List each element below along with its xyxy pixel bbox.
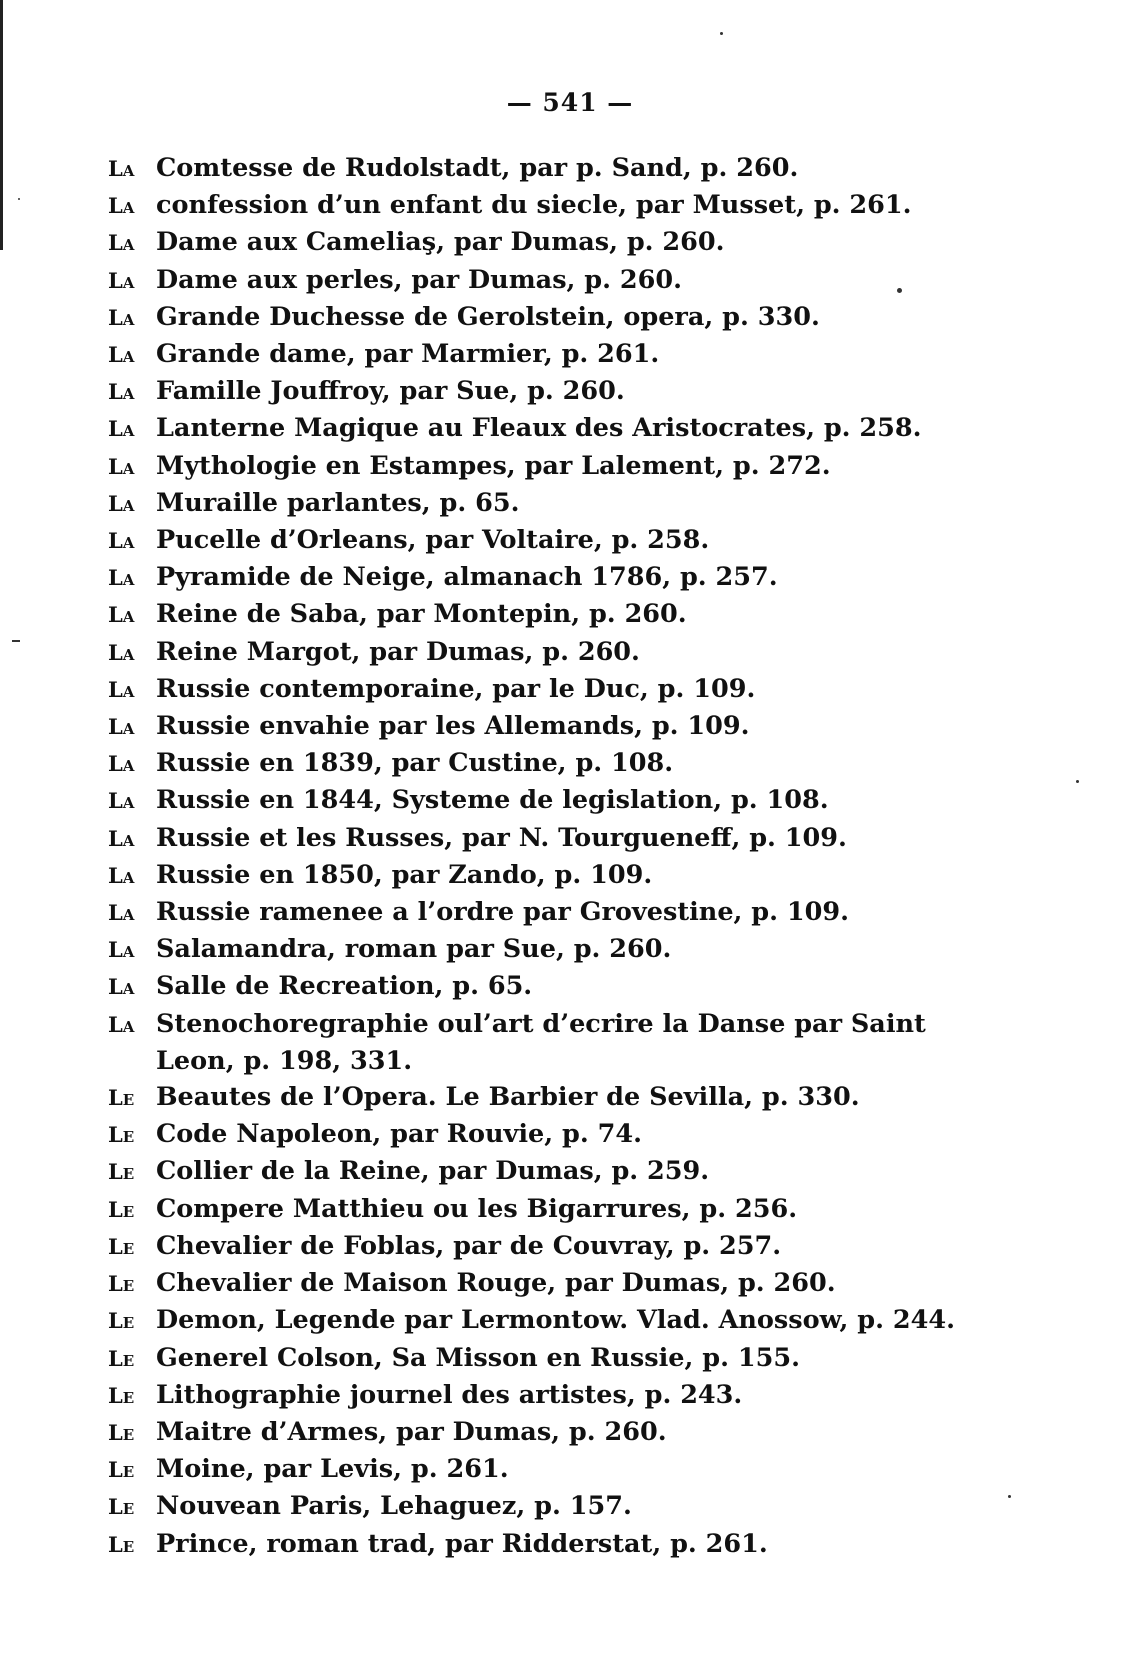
index-entry	[108, 1006, 1008, 1079]
entry-text: Russie ramenee a l’ordre par Grovestine, p. 109.	[156, 897, 849, 928]
index-entry	[108, 931, 1008, 968]
entry-text: Mythologie en Estampes, par Lalement, p. 272.	[156, 450, 831, 481]
index-entry	[108, 596, 1008, 633]
index-entry	[108, 299, 1008, 336]
entry-article: La	[108, 156, 135, 181]
entry-text: Russie en 1844, Systeme de legislation, p. 108.	[156, 785, 829, 816]
entry-article: La	[108, 602, 135, 628]
index-entry	[108, 1377, 1008, 1414]
scan-speck	[18, 198, 20, 200]
index-entry	[108, 1414, 1008, 1451]
entry-text: Generel Colson, Sa Misson en Russie, p. 155.	[156, 1342, 800, 1373]
entry-article: Le	[108, 1085, 135, 1111]
entry-text: Compere Matthieu ou les Bigarrures, p. 256.	[156, 1193, 798, 1224]
entry-article: La	[108, 751, 135, 777]
entry-text: Maitre d’Armes, par Dumas, p. 260.	[156, 1416, 667, 1447]
entry-article: La	[108, 193, 135, 219]
entry-text: Demon, Legende par Lermontow. Vlad. Anossow, p. 244.	[156, 1305, 955, 1336]
entry-text: Dame aux perles, par Dumas, p. 260.	[156, 264, 682, 295]
entry-text: Reine Margot, par Dumas, p. 260.	[156, 636, 640, 667]
entry-article: La	[108, 490, 135, 516]
index-entry	[108, 485, 1008, 522]
entry-article: La	[108, 900, 135, 926]
index-entry	[108, 522, 1008, 559]
entry-article: Le	[108, 1345, 135, 1371]
entry-text: Famille Jouffroy, par Sue, p. 260.	[156, 376, 625, 407]
scan-speck	[1076, 780, 1079, 783]
index-entry	[108, 187, 1008, 224]
index-entry	[108, 1228, 1008, 1265]
entry-text: Lanterne Magique au Fleaux des Aristocrates, p. 258.	[156, 413, 922, 444]
entry-article: Le	[108, 1271, 135, 1297]
entry-article: La	[108, 267, 135, 293]
entry-text: Salle de Recreation, p. 65.	[156, 971, 533, 1002]
entry-article: La	[108, 304, 135, 330]
entry-text: Prince, roman trad, par Ridderstat, p. 261.	[156, 1528, 768, 1559]
entry-article: La	[108, 230, 135, 256]
entry-text: Russie contemporaine, par le Duc, p. 109.	[156, 673, 756, 704]
index-entry	[108, 150, 1008, 187]
index-entry	[108, 671, 1008, 708]
index-entry	[108, 1302, 1008, 1339]
entry-article: La	[108, 974, 135, 1000]
entry-article: La	[108, 788, 135, 814]
index-entry	[108, 1488, 1008, 1525]
entry-article: La	[108, 528, 135, 554]
page-edge-rule	[0, 0, 3, 250]
index-entry	[108, 1526, 1008, 1563]
index-entry	[108, 894, 1008, 931]
entry-article: La	[108, 379, 135, 405]
entry-article: Le	[108, 1419, 135, 1445]
entry-article: Le	[108, 1531, 135, 1557]
entry-text: Reine de Saba, par Montepin, p. 260.	[156, 599, 687, 630]
page-number: — 541 —	[506, 88, 634, 117]
entry-text: Moine, par Levis, p. 261.	[156, 1454, 509, 1485]
entry-text: Muraille parlantes, p. 65.	[156, 487, 520, 518]
index-entry	[108, 708, 1008, 745]
entry-text: Grande dame, par Marmier, p. 261.	[156, 339, 660, 370]
index-entry	[108, 782, 1008, 819]
entry-article: La	[108, 453, 135, 479]
index-entry	[108, 448, 1008, 485]
entry-article: La	[108, 565, 135, 591]
entry-text: Lithographie journel des artistes, p. 243.	[156, 1379, 743, 1410]
index-entry	[108, 1116, 1008, 1153]
entry-article: Le	[108, 1159, 135, 1185]
entry-text: Russie en 1839, par Custine, p. 108.	[156, 748, 674, 779]
entry-text: Russie et les Russes, par N. Tourgueneff, p. 109.	[156, 822, 847, 853]
index-entry	[108, 820, 1008, 857]
entry-text: confession d’un enfant du siecle, par Musset, p. 261.	[156, 190, 912, 221]
entry-article: La	[108, 862, 135, 888]
entry-text: Pucelle d’Orleans, par Voltaire, p. 258.	[156, 525, 710, 556]
entry-text: Comtesse de Rudolstadt, par p. Sand, p. 260.	[156, 153, 799, 183]
entry-article: Le	[108, 1457, 135, 1483]
entry-article: Le	[108, 1308, 135, 1334]
index-list	[108, 150, 1008, 1563]
entry-article: La	[108, 937, 135, 963]
index-entry	[108, 745, 1008, 782]
entry-text: Russie envahie par les Allemands, p. 109.	[156, 711, 750, 742]
entry-article: Le	[108, 1196, 135, 1222]
index-entry	[108, 634, 1008, 671]
index-entry	[108, 262, 1008, 299]
index-entry	[108, 336, 1008, 373]
entry-text: Nouvean Paris, Lehaguez, p. 157.	[156, 1491, 632, 1522]
entry-text: Russie en 1850, par Zando, p. 109.	[156, 859, 653, 890]
entry-article: Le	[108, 1122, 135, 1148]
entry-text: Beautes de l’Opera. Le Barbier de Sevilla, p. 330.	[156, 1082, 860, 1113]
entry-text: Salamandra, roman par Sue, p. 260.	[156, 934, 672, 965]
entry-article: La	[108, 416, 135, 442]
index-entry	[108, 968, 1008, 1005]
entry-text: Dame aux Cameliaş, par Dumas, p. 260.	[156, 227, 725, 258]
entry-text: Chevalier de Maison Rouge, par Dumas, p. 260.	[156, 1268, 836, 1299]
scan-speck	[720, 32, 723, 35]
entry-article: Le	[108, 1494, 135, 1520]
scan-speck	[897, 288, 902, 293]
scan-speck	[1008, 1495, 1011, 1498]
entry-text: Grande Duchesse de Gerolstein, opera, p. 330.	[156, 301, 820, 332]
entry-text: Code Napoleon, par Rouvie, p. 74.	[156, 1119, 642, 1150]
entry-article: Le	[108, 1233, 135, 1259]
entry-text: Chevalier de Foblas, par de Couvray, p. 257.	[156, 1230, 782, 1261]
entry-article: Le	[108, 1382, 135, 1408]
index-entry	[108, 224, 1008, 261]
entry-article: La	[108, 639, 135, 665]
entry-article: La	[108, 825, 135, 851]
index-entry	[108, 559, 1008, 596]
entry-text: Stenochoregraphie oul’art d’ecrire la Danse par Saint Leon, p. 198, 331.	[156, 1008, 926, 1076]
entry-article: La	[108, 714, 135, 740]
entry-article: La	[108, 342, 135, 368]
index-entry	[108, 1191, 1008, 1228]
index-entry	[108, 857, 1008, 894]
entry-article: La	[108, 676, 135, 702]
index-entry	[108, 1451, 1008, 1488]
entry-text: Pyramide de Neige, almanach 1786, p. 257.	[156, 562, 778, 593]
index-entry	[108, 1265, 1008, 1302]
index-entry	[108, 1079, 1008, 1116]
index-entry	[108, 373, 1008, 410]
index-entry	[108, 1153, 1008, 1190]
index-entry	[108, 1340, 1008, 1377]
entry-text: Collier de la Reine, par Dumas, p. 259.	[156, 1156, 710, 1187]
scan-speck	[12, 640, 20, 642]
entry-article: La	[108, 1011, 135, 1037]
index-entry	[108, 410, 1008, 447]
